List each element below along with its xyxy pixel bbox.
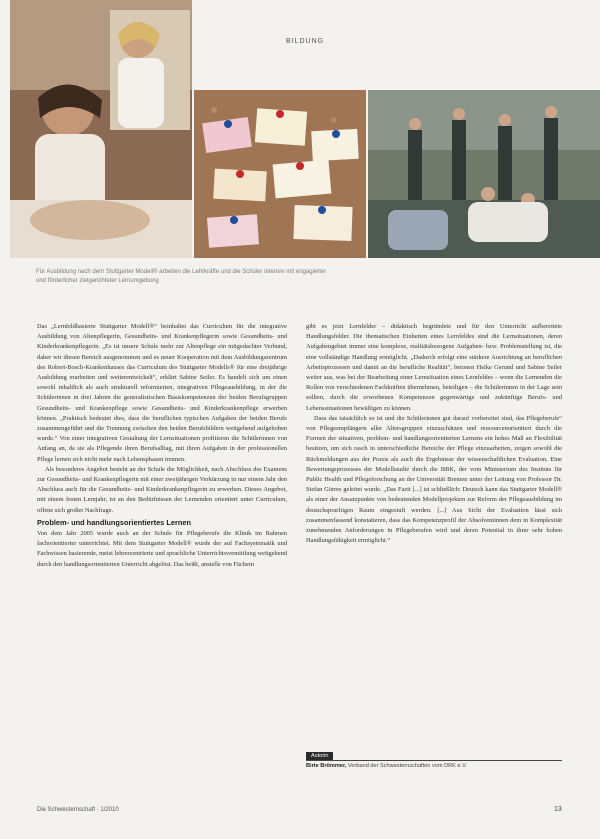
- article-column-left: [37, 322, 287, 570]
- photo-caption: Für Ausbildung nach dem Stuttgarter Modell® arbeiten die Lehrkräfte und die Schüler intensiv mit engagierter und förderlicher zielgerichteter Lernumgebung: [36, 269, 327, 284]
- paragraph: Als besonderes Angebot besteht an der Schule die Möglichkeit, nach Abschluss des Examens zur Gesundheits- und Krankenpflegerin mit einer zweijährigen Verkürzung in nur einem Jahr den Abschluss auch für die Gesundheits- und Kinderkrankenpflegerin zu erwerben. Dieses Angebot, mit einem festen Lernjahr, ist an den Bedürfnissen der Lernenden orientiert unter Curriculum, offene sich großer Nachfrage.: [37, 465, 287, 514]
- author-credit: [306, 760, 562, 769]
- students-outdoor-photo: [368, 90, 600, 258]
- publication-footer: Die Schwesternschaft · 1/2010: [37, 807, 119, 813]
- section-heading: Problem- und handlungsorientiertes Lernen: [37, 517, 191, 527]
- nurse-training-photo: [10, 0, 192, 258]
- section-label: BILDUNG: [286, 38, 325, 45]
- page-number: 13: [554, 806, 562, 813]
- paragraph: Das „Lernfeldbasierte Stuttgarter Modell®“ beinhaltet das Curriculum für die integrative Ausbildung von Altenpflegerin, Gesundheits- und Krankenpflegerin sowie Gesundheits- und Kinderkrankenpflegerin. „Es ist unsere Schule mehr zur Altenpflege ein mitgedachter Verbund, daher wir diesen Bereich ausgenommen und es neuer Kooperation mit dem Ausbildungszentrum des Robert-Bosch-Krankenhauses das Curriculum des Stuttgarter Modells® für eine dreijährige Ausbildung erarbeiten und weiterentwickelt“, erklärt Sabine Seiler. Es handelt sich um einen sowohl inhaltlich als auch strukturell reformierten, integrativen Pflegeausbildung, in der die Schülerinnen in drei Jahren die generalistischen Basiskompetenzen der beiden Berufsgruppen Gesundheits- und Krankenpflege sowie Gesundheits- und Kinderkrankenpflege erwerben können. „Praktisch bedeutet dies, dass die beruflichen typischen Aufgaben der beiden Berufe zusammengeführt und die Trennung zwischen den beiden Berufsbildern weitgehend aufgehoben wurde.“ Von einer integrativen Gestaltung der Lernsituationen profitieren die Schülerinnen von Anfang an, da sie als Pflegende ihren Berufsalltag, mit ihren Aufgaben in der professionellen Pflege lernen sich nicht mehr nach Lebensphasen trennen.: [37, 323, 287, 463]
- paragraph: Dass das tatsächlich so ist und die Schülerinnen gut darauf vorbereitet sind, das Pflegeberufe“ von Pflegeempfängern aller Altersgruppen einzuschätzen und ressourcenorientiert durch die Formen der situativen, problem- und handlungsorientierten Lernens ein hohes Maß an Flexibilität besitzen, um sich rasch in unterschiedliche Bereiche der Pflege einzuarbeiten, zeigen sowohl die Rückmeldungen aus der Praxis als auch die Ergebnisse der wissenschaftlichen Evaluation. Eine Bewertungsprozesses der Modellstudie durch die BBK, der vom Ministerium des Instituts für Public Health und Pflegeforschung an der Universität Bremen unter der Leitung von Professor Dr. Stefan Görres geleitet wurde. „Das Fazit [...] ist schließlich: Deutsch kann das Stuttgarter Modell® als einer der Ansatzpunkte von bedeutenden Modellprojekten zur Reform der Pflegeausbildung im deutschsprachigen Raum eingestuft werden. [...] Aus Sicht der Evaluation lässt sich zusammenfassend konstatieren, dass das Kompetenzprofil der Absolventinnen dem in Komplexität zunehmenden Anforderungen in Pflegeberufen wird und deren Potential in ihrer sehr hohen Handlungsfähigkeit ermöglicht.“: [306, 414, 562, 545]
- paragraph: gibt es jetzt Lernfelder – didaktisch begründete und für den Unterricht aufbereitete Handlungsfelder. Die thematischen Einheiten eines Lernfeldes sind die Lernsituationen, deren Aufgabengebiet immer eine komplexe, realitätsbezogene Aufgaben- bzw. Problemstellung ist, die eine vollständige Handlung ermöglicht. „Dadurch erfolgt eine stärkere Ausrichtung an beruflichen Arbeitsprozessen und damit an die berufliche Realität“, betonen Heike Gerund und Sabine Seiler weiter aus, was bei der Bearbeitung einer Lernsituation eines Lernfeldes – wenn die Lernenden die Rollen von verschiedenen Fachkräften übernehmen, beteiligen – die Schülerinnen in der Lage sein sollten, durch die erworbenen Kompetenzen gegenwärtige und zukünftige Berufs- und Lebenssituationen bewältigen zu können.: [306, 323, 562, 412]
- author-affiliation: Verband der Schwesternschaften vom DRK e.V.: [347, 763, 467, 769]
- article-column-right: [306, 322, 562, 546]
- paragraph: Von dem Jahr 2005 wurde auch an der Schule für Pflegeberufe die Klinik im Rahmen fachorientierter unterrichtet. Mit dem Stuttgarter Modell® wurde der auf Fachsystematik und Fachwissen basierende, meist lehrerzentrierte und sprachliche Unterrichtsvermittlung weitgehend durch den handlungsorientierten Unterricht abgelöst. Das heißt, anstelle von Fächern: [37, 530, 287, 568]
- pinboard-notes-photo: [194, 90, 366, 258]
- author-badge: Autorin: [306, 752, 333, 760]
- author-name: Birte Brömmer,: [306, 763, 347, 769]
